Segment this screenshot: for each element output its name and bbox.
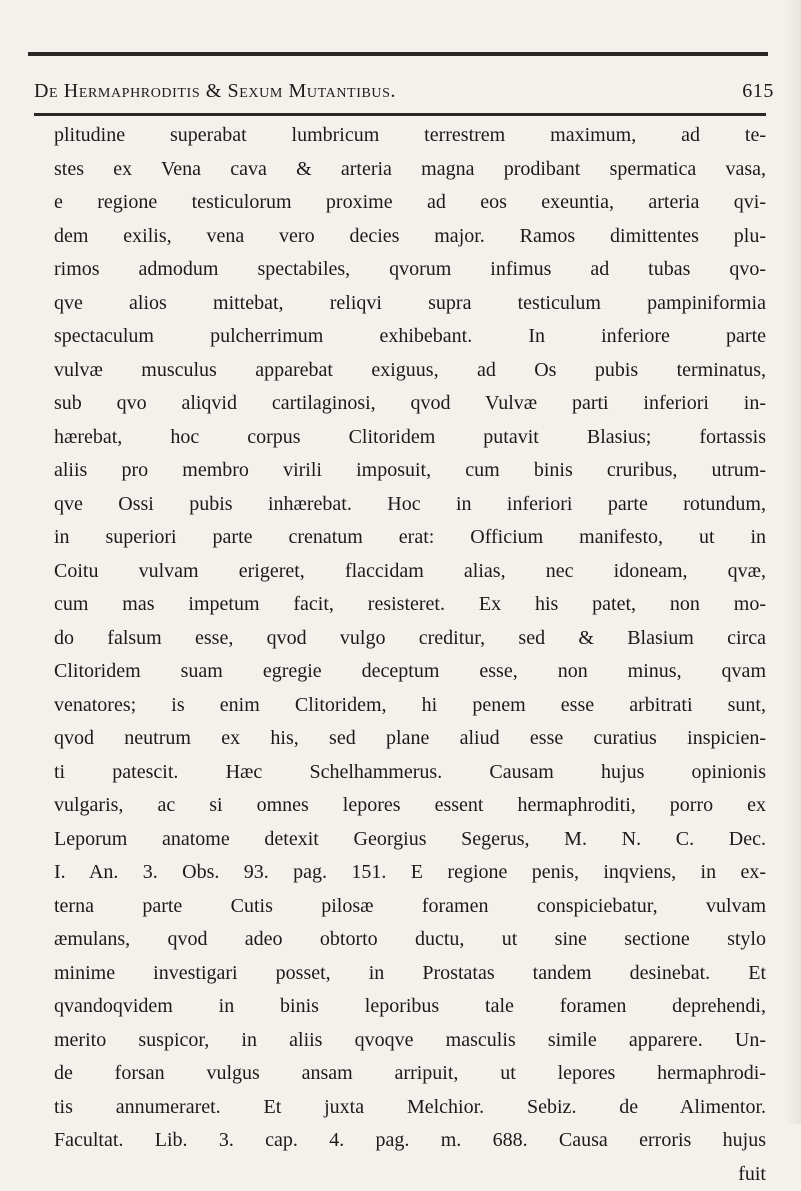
running-title: De Hermaphroditis & Sexum Mutantibus. [34,80,734,103]
text-line: dem exilis, vena vero decies major. Ramos dimittentes plu- [54,220,766,254]
text-line: Clitoridem suam egregie deceptum esse, non minus, qvam [54,655,766,689]
header-rule [34,113,766,116]
text-line: de forsan vulgus ansam arripuit, ut lepores hermaphrodi- [54,1057,766,1091]
text-line: tis annumeraret. Et juxta Melchior. Sebiz. de Alimentor. [54,1091,766,1125]
text-line: qvod neutrum ex his, sed plane aliud esse curatius inspicien- [54,722,766,756]
body-text [54,119,766,1191]
text-line: terna parte Cutis pilosæ foramen conspiciebatur, vulvam [54,890,766,924]
page-number: 615 [734,80,774,103]
text-line: e regione testiculorum proxime ad eos exeuntia, arteria qvi- [54,186,766,220]
catchword: fuit [54,1158,766,1191]
text-line: Leporum anatome detexit Georgius Segerus, M. N. C. Dec. [54,823,766,857]
text-line: æmulans, qvod adeo obtorto ductu, ut sine sectione stylo [54,923,766,957]
text-line: merito suspicor, in aliis qvoqve masculis simile apparere. Un- [54,1024,766,1058]
text-line: sub qvo aliqvid cartilaginosi, qvod Vulvæ parti inferiori in- [54,387,766,421]
text-line: qve Ossi pubis inhærebat. Hoc in inferiori parte rotundum, [54,488,766,522]
text-line: cum mas impetum facit, resisteret. Ex his patet, non mo- [54,588,766,622]
text-line: spectaculum pulcherrimum exhibebant. In inferiore parte [54,320,766,354]
text-line: hærebat, hoc corpus Clitoridem putavit Blasius; fortassis [54,421,766,455]
text-line: venatores; is enim Clitoridem, hi penem esse arbitrati sunt, [54,689,766,723]
text-line: plitudine superabat lumbricum terrestrem maximum, ad te- [54,119,766,153]
text-line: rimos admodum spectabiles, qvorum infimus ad tubas qvo- [54,253,766,287]
page-edge-shadow [783,0,801,1124]
text-line: vulgaris, ac si omnes lepores essent hermaphroditi, porro ex [54,789,766,823]
text-line: qvandoqvidem in binis leporibus tale foramen deprehendi, [54,990,766,1024]
text-line: aliis pro membro virili imposuit, cum binis cruribus, utrum- [54,454,766,488]
text-line: in superiori parte crenatum erat: Officium manifesto, ut in [54,521,766,555]
text-line: Coitu vulvam erigeret, flaccidam alias, nec idoneam, qvæ, [54,555,766,589]
text-line: ti patescit. Hæc Schelhammerus. Causam hujus opinionis [54,756,766,790]
text-line: minime investigari posset, in Prostatas tandem desinebat. Et [54,957,766,991]
text-line: I. An. 3. Obs. 93. pag. 151. E regione penis, inqviens, in ex- [54,856,766,890]
top-rule [28,52,768,56]
text-line: qve alios mittebat, reliqvi supra testiculum pampiniformia [54,287,766,321]
text-line: vulvæ musculus apparebat exiguus, ad Os pubis terminatus, [54,354,766,388]
running-header [34,74,774,108]
text-line: stes ex Vena cava & arteria magna prodibant spermatica vasa, [54,153,766,187]
text-line: do falsum esse, qvod vulgo creditur, sed & Blasium circa [54,622,766,656]
text-line: Facultat. Lib. 3. cap. 4. pag. m. 688. Causa erroris hujus [54,1124,766,1158]
